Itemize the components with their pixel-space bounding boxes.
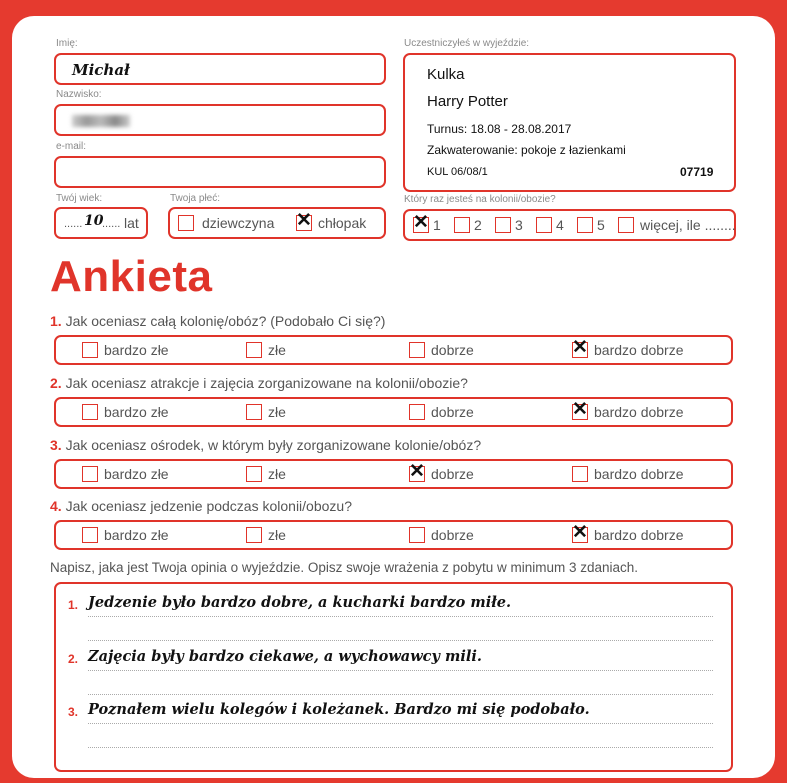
opinion-rule-2b	[88, 694, 713, 695]
q2-zle-checkbox[interactable]	[246, 404, 262, 420]
question-1-text	[50, 313, 385, 329]
question-3-text	[50, 437, 481, 453]
trip-kod: KUL 06/08/1	[427, 166, 488, 178]
question-2-text	[50, 375, 468, 391]
q3-bardzo-dobrze-checkbox[interactable]	[572, 466, 588, 482]
check-mark-icon	[80, 523, 100, 543]
check-mark-icon	[244, 400, 264, 420]
trip-zakwaterowanie: Zakwaterowanie: pokoje z łazienkami	[427, 143, 626, 157]
question-1-options	[54, 335, 733, 365]
q3-bardzo-dobrze-label: bardzo dobrze	[594, 466, 684, 482]
q2-bardzo-dobrze-checkbox[interactable]	[572, 399, 588, 420]
check-mark-icon	[493, 213, 513, 233]
ktory-2-checkbox[interactable]	[454, 217, 470, 233]
opinion-rule-1b	[88, 640, 713, 641]
check-mark-icon	[407, 523, 427, 543]
opinion-box[interactable]	[54, 582, 733, 772]
q1-bardzo-zle-label: bardzo złe	[104, 342, 169, 358]
q4-bardzo-dobrze-label: bardzo dobrze	[594, 527, 684, 543]
q3-dobrze-checkbox[interactable]	[409, 461, 425, 482]
q2-dobrze-label: dobrze	[431, 404, 474, 420]
check-mark-icon	[80, 462, 100, 482]
trip-turnus: Turnus: 18.08 - 28.08.2017	[427, 122, 572, 136]
opinion-line-3-num: 3.	[68, 705, 79, 719]
wiek-dots-right: ......	[102, 218, 121, 230]
opinion-rule-3a	[88, 723, 713, 724]
check-mark-icon	[534, 213, 554, 233]
check-mark-icon: ✕	[413, 212, 429, 233]
question-3-num: 3.	[50, 437, 62, 453]
ktory-4-label: 4	[556, 217, 564, 233]
check-mark-icon	[176, 211, 196, 231]
opinion-prompt: Napisz, jaka jest Twoja opinia o wyjeździe. Opisz swoje wrażenia z pobytu w minimum 3 zdaniach.	[50, 560, 639, 575]
plec-field	[168, 207, 386, 239]
q1-bardzo-dobrze-checkbox[interactable]	[572, 337, 588, 358]
opinion-line-2-num: 2.	[68, 652, 79, 666]
survey-card	[12, 16, 775, 778]
q1-zle-label: złe	[268, 342, 286, 358]
trip-numer: 07719	[680, 165, 714, 179]
check-mark-icon	[575, 213, 595, 233]
chlopak-checkbox[interactable]	[296, 210, 312, 231]
q2-dobrze-checkbox[interactable]	[409, 404, 425, 420]
check-mark-icon	[244, 523, 264, 543]
imie-label: Imię:	[56, 38, 78, 49]
plec-label: Twoja płeć:	[170, 193, 221, 204]
question-3-options	[54, 459, 733, 489]
check-mark-icon: ✕	[572, 337, 588, 358]
opinion-line-2: Zajęcia były bardzo ciekawe, a wychowawcy mili.	[88, 648, 482, 665]
ktory-wiecej-checkbox[interactable]	[618, 217, 634, 233]
imie-field[interactable]	[54, 53, 386, 85]
q1-dobrze-checkbox[interactable]	[409, 342, 425, 358]
check-mark-icon	[80, 338, 100, 358]
dziewczyna-checkbox[interactable]	[178, 215, 194, 231]
q2-bardzo-dobrze-label: bardzo dobrze	[594, 404, 684, 420]
check-mark-icon	[80, 400, 100, 420]
wiek-label: Twój wiek:	[56, 193, 103, 204]
q1-bardzo-dobrze-label: bardzo dobrze	[594, 342, 684, 358]
question-1-num: 1.	[50, 313, 62, 329]
opinion-rule-1a	[88, 616, 713, 617]
check-mark-icon	[407, 400, 427, 420]
check-mark-icon	[616, 213, 636, 233]
ktory-1-checkbox[interactable]	[413, 212, 429, 233]
q3-bardzo-zle-checkbox[interactable]	[82, 466, 98, 482]
redacted-surname	[72, 115, 130, 127]
trip-line1: Kulka	[427, 66, 465, 83]
trip-line2: Harry Potter	[427, 93, 508, 110]
email-field[interactable]	[54, 156, 386, 188]
imie-value: Michał	[72, 61, 130, 79]
ktory-4-checkbox[interactable]	[536, 217, 552, 233]
q4-bardzo-zle-label: bardzo złe	[104, 527, 169, 543]
opinion-line-3: Poznałem wielu kolegów i koleżanek. Bardzo mi się podobało.	[88, 701, 590, 718]
ktory-2-label: 2	[474, 217, 482, 233]
check-mark-icon	[244, 338, 264, 358]
q3-zle-checkbox[interactable]	[246, 466, 262, 482]
check-mark-icon	[452, 213, 472, 233]
dziewczyna-label: dziewczyna	[202, 215, 275, 231]
uczestnik-label: Uczestniczyłeś w wyjeździe:	[404, 38, 530, 49]
check-mark-icon: ✕	[409, 461, 425, 482]
wiek-dots-left: ......	[64, 218, 83, 230]
q2-bardzo-zle-label: bardzo złe	[104, 404, 169, 420]
ktory-field	[403, 209, 736, 241]
check-mark-icon	[407, 338, 427, 358]
chlopak-label: chłopak	[318, 215, 367, 231]
question-2-label: Jak oceniasz atrakcje i zajęcia zorganizowane na kolonii/obozie?	[65, 375, 468, 391]
question-2-num: 2.	[50, 375, 62, 391]
question-4-text	[50, 498, 352, 514]
opinion-line-1-num: 1.	[68, 598, 79, 612]
email-label: e-mail:	[56, 141, 87, 152]
q4-bardzo-dobrze-checkbox[interactable]	[572, 522, 588, 543]
check-mark-icon	[570, 462, 590, 482]
q4-bardzo-zle-checkbox[interactable]	[82, 527, 98, 543]
q4-zle-checkbox[interactable]	[246, 527, 262, 543]
survey-title: Ankieta	[50, 252, 213, 301]
wiek-unit: lat	[124, 215, 139, 231]
question-4-options	[54, 520, 733, 550]
q4-zle-label: złe	[268, 527, 286, 543]
q1-bardzo-zle-checkbox[interactable]	[82, 342, 98, 358]
wiek-field[interactable]	[54, 207, 148, 239]
check-mark-icon	[244, 462, 264, 482]
q3-bardzo-zle-label: bardzo złe	[104, 466, 169, 482]
q4-dobrze-checkbox[interactable]	[409, 527, 425, 543]
q3-dobrze-label: dobrze	[431, 466, 474, 482]
q3-zle-label: złe	[268, 466, 286, 482]
ktory-3-label: 3	[515, 217, 523, 233]
opinion-rule-2a	[88, 670, 713, 671]
question-4-num: 4.	[50, 498, 62, 514]
question-4-label: Jak oceniasz jedzenie podczas kolonii/obozu?	[65, 498, 352, 514]
check-mark-icon: ✕	[296, 210, 312, 231]
question-1-label: Jak oceniasz całą kolonię/obóz? (Podobało Ci się?)	[65, 313, 386, 329]
ktory-5-label: 5	[597, 217, 605, 233]
check-mark-icon: ✕	[572, 522, 588, 543]
nazwisko-label: Nazwisko:	[56, 89, 102, 100]
q1-zle-checkbox[interactable]	[246, 342, 262, 358]
check-mark-icon: ✕	[572, 399, 588, 420]
ktory-1-label: 1	[433, 217, 441, 233]
trip-info-box	[403, 53, 736, 192]
ktory-3-checkbox[interactable]	[495, 217, 511, 233]
ktory-label: Który raz jesteś na kolonii/obozie?	[404, 194, 556, 205]
ktory-wiecej-label: więcej, ile ........	[640, 217, 736, 233]
q1-dobrze-label: dobrze	[431, 342, 474, 358]
question-3-label: Jak oceniasz ośrodek, w którym były zorganizowane kolonie/obóz?	[65, 437, 482, 453]
opinion-line-1: Jedzenie było bardzo dobre, a kucharki bardzo miłe.	[88, 594, 512, 611]
ktory-5-checkbox[interactable]	[577, 217, 593, 233]
wiek-value: 10	[84, 213, 104, 229]
opinion-rule-3b	[88, 747, 713, 748]
question-2-options	[54, 397, 733, 427]
nazwisko-field[interactable]	[54, 104, 386, 136]
q2-zle-label: złe	[268, 404, 286, 420]
q2-bardzo-zle-checkbox[interactable]	[82, 404, 98, 420]
q4-dobrze-label: dobrze	[431, 527, 474, 543]
